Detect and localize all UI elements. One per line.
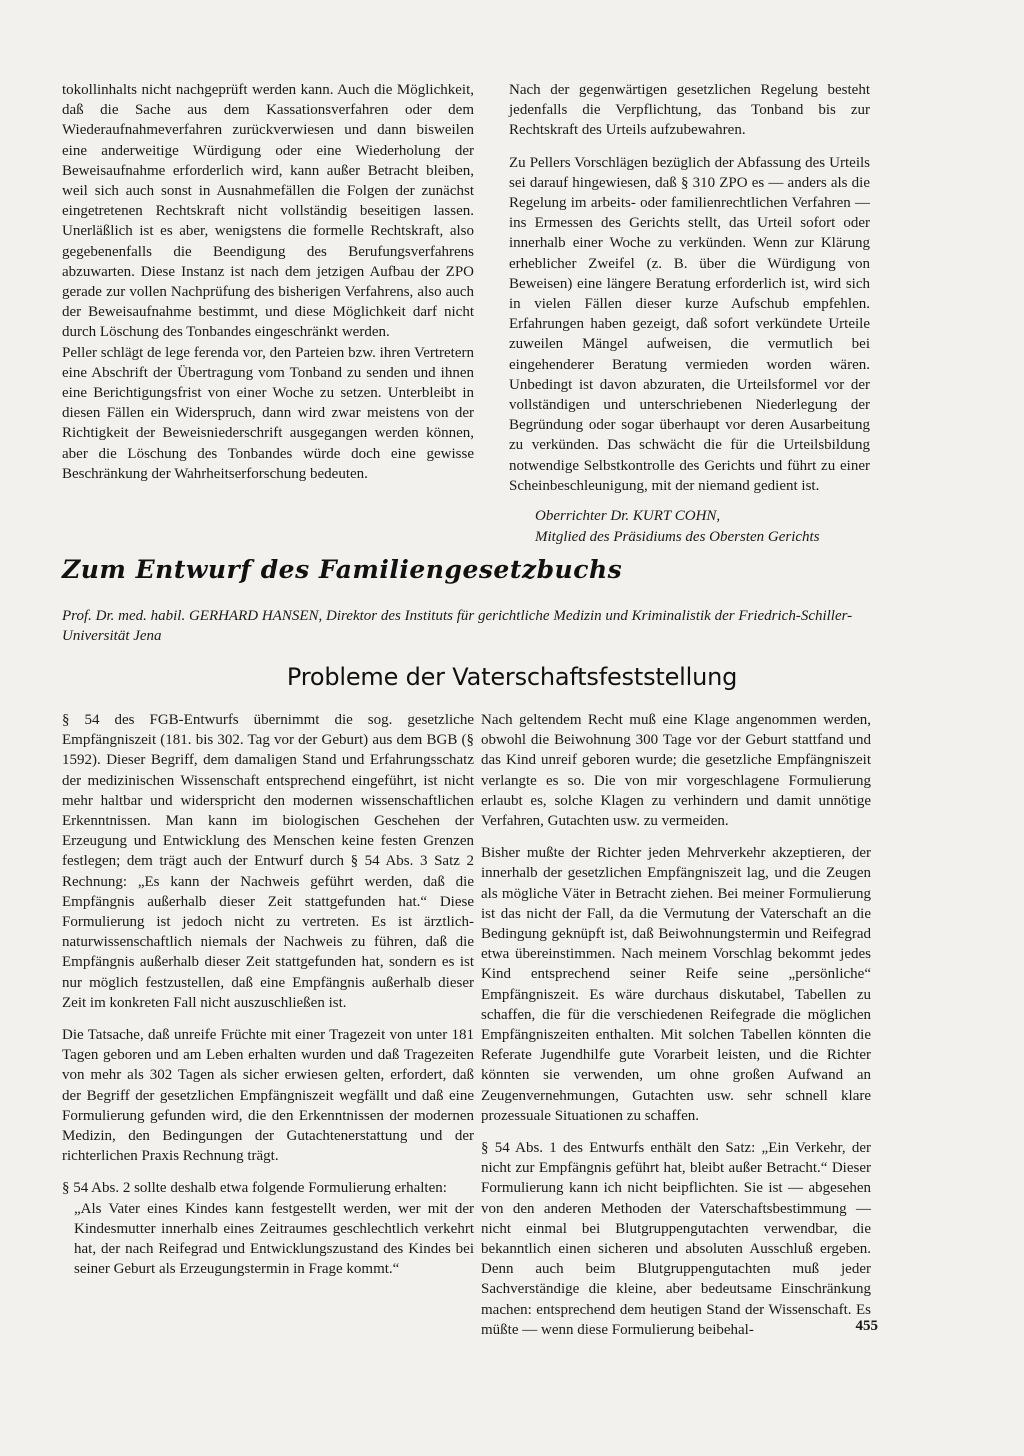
signature-name: Oberrichter Dr. KURT COHN,: [535, 508, 721, 525]
signature-title: Mitglied des Präsidiums des Obersten Gerichts: [535, 528, 820, 545]
paragraph: Nach geltendem Recht muß eine Klage angenommen werden, obwohl die Beiwohnung 300 Tage vor der Geburt stattfand und das Kind unreif geboren wurde; die gesetzliche Empfängniszeit verlangte es so. Die von mir vorgeschlagene Formulierung erlaubt es, solche Klagen zu verhindern und damit unnötige Verfahren, Gutachten usw. zu vermeiden.: [481, 712, 871, 830]
article-title: Probleme der Vaterschaftsfeststellung: [286, 663, 738, 691]
bottom-right-column: [481, 710, 871, 1340]
block-quote: „Als Vater eines Kindes kann festgestellt werden, wer mit der Kindesmutter innerhalb eines Zeitraumes geschlechtlich verkehrt hat, der nach Reifegrad und Entwicklungszustand des Kindes bei seiner Geburt als Erzeugungstermin in Frage kommt.“: [74, 1200, 474, 1278]
top-right-column: [509, 80, 870, 547]
section-heading: Zum Entwurf des Familiengesetzbuchs: [62, 555, 623, 584]
paragraph: § 54 Abs. 1 des Entwurfs enthält den Satz: „Ein Verkehr, der nicht zur Empfängnis geführt hat, bleibt außer Betracht.“ Dieser Formulierung kann ich nicht beipflichten. Sie ist — abgesehen von den anderen Methoden der Vaterschaftsbestimmung — nicht einmal bei Blutgruppengutachten verwendbar, die bekanntlich einen sicheren und absoluten Ausschluß ergeben. Denn auch beim Blutgruppengutachten muß jeder Sachverständige die kleine, aber bedeutsame Einschränkung machen: entsprechend dem heutigen Stand der Wissenschaft. Es müßte — wenn diese Formulierung beibehal-: [481, 1140, 871, 1338]
paragraph: § 54 Abs. 2 sollte deshalb etwa folgende Formulierung erhalten:: [62, 1180, 447, 1197]
paragraph: Zu Pellers Vorschlägen bezüglich der Abfassung des Urteils sei darauf hingewiesen, daß § 310 ZPO es — anders als die Regelung im arbeits- oder familienrechtlichen Verfahren — ins Ermessen des Gerichts stellt, das Urteil sofort oder innerhalb einer Woche zu verkünden. Wenn zur Klärung erheblicher Zweifel (z. B. über die Würdigung von Beweisen) eine längere Beratung erforderlich ist, wird sich in vielen Fällen dieser kurze Aufschub empfehlen. Erfahrungen haben gezeigt, daß sofort verkündete Urteile zuweilen Mängel aufweisen, die vermutlich bei eingehenderer Beratung vermieden worden wären. Unbedingt ist davon abzuraten, die Urteilsformel vor der vollständigen und unterschriebenen Niederlegung der Begründung oder sogar überhaupt vor deren Ausarbeitung zu verkünden. Das schwächt die für die Urteilsbildung notwendige Selbstkontrolle des Gerichts und führt zu einer Scheinbeschleunigung, mit der niemand gedient ist.: [509, 154, 870, 494]
paragraph: tokollinhalts nicht nachgeprüft werden kann. Auch die Möglichkeit, daß die Sache aus dem Kassationsverfahren oder dem Wiederaufnahmeverfahren zurückverwiesen und dann bisweilen eine anderweitige Würdigung oder eine Wiederholung der Beweisaufnahme erforderlich wird, kann außer Betracht bleiben, weil sich auch sonst in Ausnahmefällen die Folgen der zunächst eingetretenen Rechtskraft nicht vollständig beseitigen lassen. Unerläßlich ist es aber, wenigstens die formelle Rechtskraft, also gegebenenfalls die Beendigung des Berufungsverfahrens abzuwarten. Diese Instanz ist nach dem jetzigen Aufbau der ZPO gerade zur vollen Nachprüfung des bisherigen Verfahrens, also auch der Beweisaufnahme bestimmt, und diese Möglichkeit darf nicht durch Löschung des Tonbandes eingeschränkt werden.: [62, 82, 474, 341]
paragraph: Peller schlägt de lege ferenda vor, den Parteien bzw. ihren Vertretern eine Abschrift der Übertragung vom Tonband zu senden und ihnen eine Berichtigungsfrist von einer Woche zu setzen. Unterbleibt in diesen Fällen ein Widerspruch, dann wird zwar meistens von der Richtigkeit der Beweisniederschrift ausgegangen werden können, aber die Löschung des Tonbandes würde doch eine gewisse Beschränkung der Wahrheitserforschung bedeuten.: [62, 344, 474, 482]
page-number: 455: [855, 1318, 878, 1334]
paragraph: Bisher mußte der Richter jeden Mehrverkehr akzeptieren, der innerhalb der gesetzlichen Empfängniszeit lag, und die Zeugen als mögliche Väter in Betracht ziehen. Bei meiner Formulierung ist das nicht der Fall, da die Vermutung der Vaterschaft an die Bedingung geknüpft ist, daß Beiwohnungstermin und Reifegrad etwa übereinstimmen. Nach meinem Vorschlag bekommt jedes Kind entsprechend seiner Reife seine „persönliche“ Empfängniszeit. Es wäre durchaus diskutabel, Tabellen zu schaffen, die für die verschiedenen Reifegrade die möglichen Empfängniszeiten enthalten. Mit solchen Tabellen könnten die Referate Jugendhilfe gute Vorarbeit leisten, und die Richter könnten sie verwenden, um ohne großen Aufwand an Zeugenvernehmungen, Gutachten usw. sehr schnell klare prozessuale Situationen zu schaffen.: [481, 845, 871, 1124]
top-left-column: [62, 80, 474, 484]
author-line: Prof. Dr. med. habil. GERHARD HANSEN, Direktor des Instituts für gerichtliche Medizin und Kriminalistik der Friedrich-Schiller-Universität Jena: [62, 608, 853, 644]
signature: [509, 506, 870, 547]
paragraph: Nach der gegenwärtigen gesetzlichen Regelung besteht jedenfalls die Verpflichtung, das Tonband bis zur Rechtskraft des Urteils aufzubewahren.: [509, 82, 870, 139]
paragraph: Die Tatsache, daß unreife Früchte mit einer Tragezeit von unter 181 Tagen geboren und am Leben erhalten wurden und daß Tragezeiten von mehr als 302 Tagen als sicher erwiesen gelten, erfordert, daß der Begriff der gesetzlichen Empfängniszeit wegfällt und daß eine Formulierung gefunden wird, die den Erkenntnissen der modernen Medizin, den Bedingungen der Gutachtenerstattung und der richterlichen Praxis Rechnung trägt.: [62, 1027, 474, 1165]
bottom-left-column: [62, 710, 474, 1279]
paragraph: § 54 des FGB-Entwurfs übernimmt die sog. gesetzliche Empfängniszeit (181. bis 302. Tag vor der Geburt) aus dem BGB (§ 1592). Dieser Begriff, dem damaligen Stand und Erfahrungsschatz der medizinischen Wissenschaft entsprechend eingeführt, ist nicht mehr haltbar und widerspricht den modernen wissenschaftlichen Erkenntnissen. Man kann im biologischen Geschehen der Erzeugung und Entwicklung des Menschen keine festen Grenzen festlegen; dem trägt auch der Entwurf durch § 54 Abs. 3 Satz 2 Rechnung: „Es kann der Nachweis geführt werden, daß die Empfängnis außerhalb dieser Zeit stattgefunden hat.“ Diese Formulierung ist jedoch nicht zu vertreten. Es ist ärztlich-naturwissenschaftlich niemals der Nachweis zu führen, daß die Empfängnis außerhalb dieser Zeit stattgefunden hat, sondern es ist nur möglich festzustellen, daß eine Empfängnis außerhalb dieser Zeit im konkreten Fall nicht auszuschließen ist.: [62, 712, 474, 1011]
